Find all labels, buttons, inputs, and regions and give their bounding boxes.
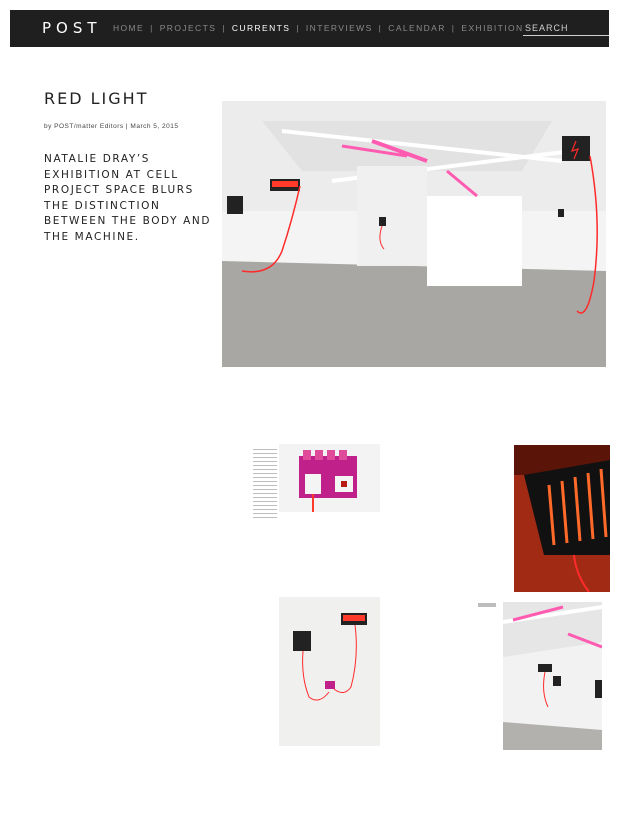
wall-heater-image[interactable] [279,597,380,746]
nav-item-calendar[interactable]: CALENDAR [388,23,446,33]
article-byline: by POST/matter Editors | March 5, 2015 [44,123,179,130]
ceiling-lights-image[interactable] [503,602,602,750]
nav-separator: | [451,23,456,33]
top-navigation-bar [10,10,609,47]
nav-separator: | [296,23,300,33]
nav-separator: | [222,23,226,33]
nav-item-projects[interactable]: PROJECTS [159,23,217,33]
search-input[interactable] [523,21,609,36]
article-title: RED LIGHT [44,89,149,108]
nav-separator: | [150,23,154,33]
heater-closeup-image[interactable] [514,445,610,592]
nav-item-exhibition[interactable]: EXHIBITION [461,23,524,33]
main-nav [113,23,524,33]
gallery-hero-image[interactable] [222,101,606,367]
nav-item-home[interactable]: HOME [113,23,145,33]
article-intro: NATALIE DRAY’S EXHIBITION AT CELL PROJECT SPACE BLURS THE DISTINCTION BETWEEN THE BODY AND THE MACHINE. [44,153,212,243]
nav-item-currents[interactable]: CURRENTS [231,23,291,33]
nav-separator: | [378,23,383,33]
nav-item-interviews[interactable]: INTERVIEWS [305,23,373,33]
image-caption [478,603,496,607]
site-logo[interactable]: POST [42,19,102,37]
magenta-socket-image[interactable] [279,444,380,512]
image-caption [253,446,277,521]
